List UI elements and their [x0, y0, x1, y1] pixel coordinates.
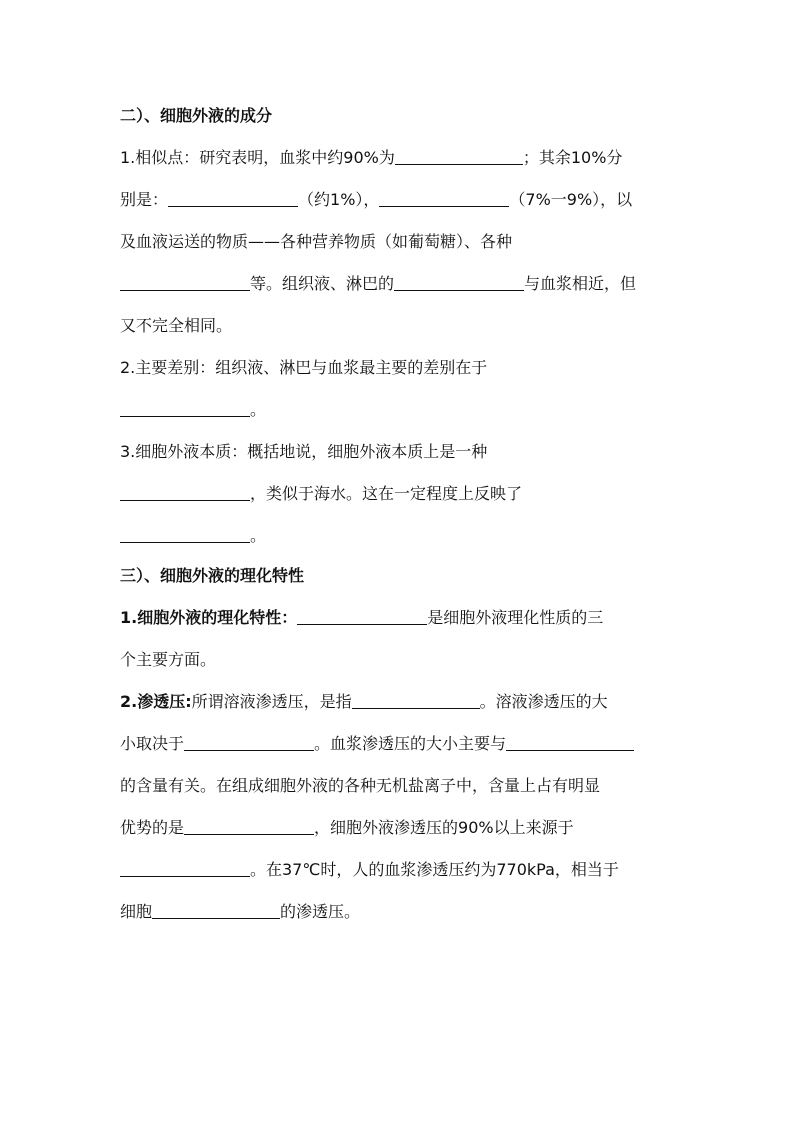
section2-p1-line2	[120, 190, 632, 210]
text: （约1%），	[298, 190, 380, 209]
section2-p3-line1: 3.细胞外液本质：概括地说，细胞外液本质上是一种	[120, 442, 488, 461]
section3-p2-line2	[120, 734, 634, 754]
text: 等。组织液、淋巴的	[250, 274, 395, 293]
text: 1.相似点：研究表明，血浆中约90%为	[120, 148, 395, 167]
section2-heading: 二）、细胞外液的成分	[120, 106, 273, 125]
section2-p2-line2	[120, 400, 266, 420]
text: 。血浆渗透压的大小主要与	[314, 734, 507, 753]
section3-p2-line1	[120, 692, 608, 712]
blank-field[interactable]	[120, 860, 250, 877]
section3-p2-line5	[120, 860, 619, 880]
blank-field[interactable]	[120, 484, 250, 501]
text: 与血浆相近，但	[524, 274, 637, 293]
text: 小取决于	[120, 734, 185, 753]
text: 别是：	[120, 190, 169, 209]
text: （7%一9%），以	[509, 190, 633, 209]
blank-field[interactable]	[395, 148, 523, 165]
label: 1.细胞外液的理化特性：	[120, 608, 298, 627]
label: 2.渗透压:	[120, 692, 192, 711]
text: 细胞	[120, 902, 153, 921]
blank-field[interactable]	[352, 692, 480, 709]
text: 。溶液渗透压的大	[479, 692, 608, 711]
text: 。	[250, 526, 267, 545]
blank-field[interactable]	[394, 274, 524, 291]
text: 是细胞外液理化性质的三	[427, 608, 604, 627]
section2-p1-line4	[120, 274, 636, 294]
blank-field[interactable]	[120, 526, 250, 543]
section3-p2-line4	[120, 818, 574, 838]
section2-p1-line3: 及血液运送的物质——各种营养物质（如葡萄糖）、各种	[120, 232, 513, 251]
section3-heading: 三）、细胞外液的理化特性	[120, 566, 305, 585]
section2-p1-line1	[120, 148, 622, 168]
section3-p2-line3: 的含量有关。在组成细胞外液的各种无机盐离子中，含量上占有明显	[120, 776, 601, 795]
blank-field[interactable]	[120, 400, 250, 417]
section3-p1-line2: 个主要方面。	[120, 650, 217, 669]
section3-p1-line1	[120, 608, 603, 628]
blank-field[interactable]	[506, 734, 634, 751]
section2-p2-line1: 2.主要差别：组织液、淋巴与血浆最主要的差别在于	[120, 358, 488, 377]
blank-field[interactable]	[152, 902, 280, 919]
blank-field[interactable]	[297, 608, 427, 625]
text: 。在37℃时，人的血浆渗透压约为770kPa，相当于	[250, 860, 619, 879]
text: ；其余10%分	[522, 148, 623, 167]
blank-field[interactable]	[168, 190, 298, 207]
section2-p3-line2	[120, 484, 522, 504]
blank-field[interactable]	[184, 818, 314, 835]
blank-field[interactable]	[379, 190, 509, 207]
text: ，细胞外液渗透压的90%以上来源于	[314, 818, 574, 837]
blank-field[interactable]	[120, 274, 250, 291]
text: 的渗透压。	[280, 902, 361, 921]
blank-field[interactable]	[184, 734, 314, 751]
section2-p1-line5: 又不完全相同。	[120, 316, 233, 335]
section2-p3-line3	[120, 526, 266, 546]
section3-p2-line6	[120, 902, 360, 922]
text: 优势的是	[120, 818, 185, 837]
text: 所谓溶液渗透压，是指	[191, 692, 352, 711]
text: ，类似于海水。这在一定程度上反映了	[250, 484, 523, 503]
text: 。	[250, 400, 267, 419]
